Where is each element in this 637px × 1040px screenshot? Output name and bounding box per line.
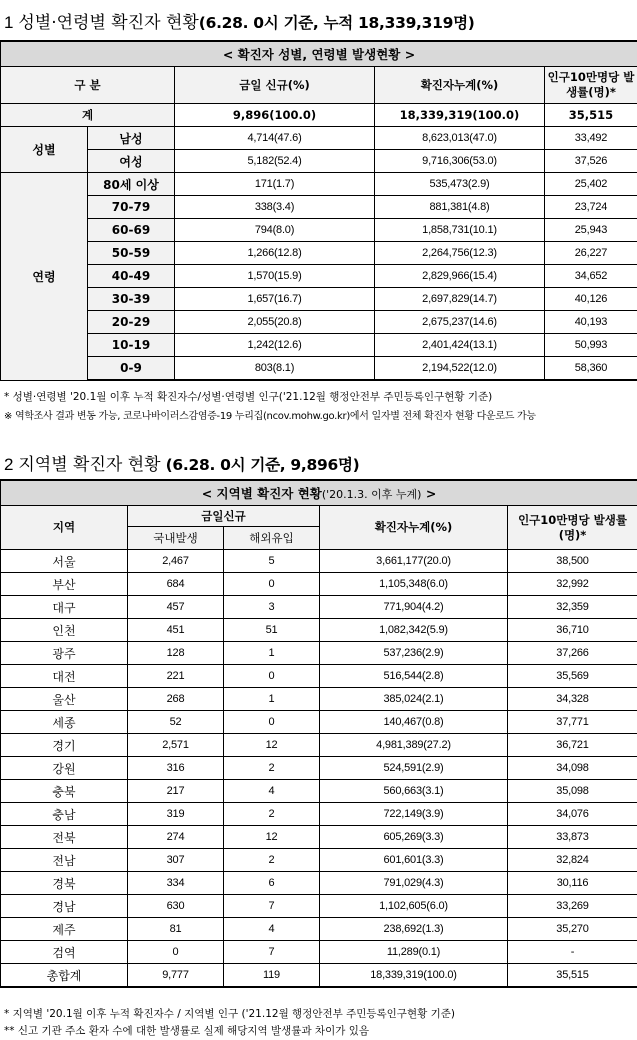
sex-group-label: 성별 bbox=[1, 127, 88, 173]
section2-heading bbox=[4, 450, 359, 475]
table-cell-cumulative: 535,473(2.9) bbox=[375, 173, 545, 196]
table-cell-overseas: 4 bbox=[224, 780, 320, 803]
table-cell-cumulative: 385,024(2.1) bbox=[320, 688, 508, 711]
table-cell-overseas: 0 bbox=[224, 711, 320, 734]
table-cell-rate: 26,227 bbox=[545, 242, 637, 265]
table-cell-rate: 32,824 bbox=[508, 849, 637, 872]
table2-header-today: 금일신규 bbox=[128, 506, 320, 527]
table-row-region: 광주 bbox=[1, 642, 128, 665]
age-group-label: 연령 bbox=[1, 173, 88, 381]
table-cell-overseas: 7 bbox=[224, 941, 320, 964]
table-cell-today: 4,714(47.6) bbox=[175, 127, 375, 150]
table-cell-today: 2,055(20.8) bbox=[175, 311, 375, 334]
table-cell-cumulative: 11,289(0.1) bbox=[320, 941, 508, 964]
table-cell-domestic: 128 bbox=[128, 642, 224, 665]
table-row-region: 검역 bbox=[1, 941, 128, 964]
table-cell-rate: 34,098 bbox=[508, 757, 637, 780]
section2-number: 2 bbox=[4, 455, 14, 474]
table-cell-cumulative: 2,264,756(12.3) bbox=[375, 242, 545, 265]
table2-header-rate: 인구10만명당 발생률(명)* bbox=[508, 506, 637, 550]
table-cell-rate: 33,873 bbox=[508, 826, 637, 849]
table2-caption bbox=[1, 480, 637, 506]
table-cell-overseas: 5 bbox=[224, 550, 320, 573]
table-cell-today: 5,182(52.4) bbox=[175, 150, 375, 173]
table-row-region: 충남 bbox=[1, 803, 128, 826]
table-row-label: 10-19 bbox=[88, 334, 175, 357]
table1-total-rate: 35,515 bbox=[545, 104, 637, 127]
table-cell-domestic: 221 bbox=[128, 665, 224, 688]
table2-header-domestic: 국내발생 bbox=[128, 527, 224, 550]
table-cell-today: 1,657(16.7) bbox=[175, 288, 375, 311]
table-row-region: 제주 bbox=[1, 918, 128, 941]
table-cell-domestic: 451 bbox=[128, 619, 224, 642]
table-row-label: 0-9 bbox=[88, 357, 175, 381]
section1-number: 1 bbox=[4, 13, 14, 32]
table-cell-domestic: 319 bbox=[128, 803, 224, 826]
table2-header-region: 지역 bbox=[1, 506, 128, 550]
table-row-region: 경남 bbox=[1, 895, 128, 918]
table-cell-cumulative: 537,236(2.9) bbox=[320, 642, 508, 665]
table-cell-overseas: 12 bbox=[224, 734, 320, 757]
table-cell-domestic: 630 bbox=[128, 895, 224, 918]
table-cell-rate: 35,515 bbox=[508, 964, 637, 988]
table1-caption: < 확진자 성별, 연령별 발생현황 > bbox=[1, 41, 637, 67]
table-row-label: 80세 이상 bbox=[88, 173, 175, 196]
table-cell-overseas: 6 bbox=[224, 872, 320, 895]
table-cell-rate: 36,710 bbox=[508, 619, 637, 642]
table-cell-domestic: 684 bbox=[128, 573, 224, 596]
table-cell-domestic: 274 bbox=[128, 826, 224, 849]
table2-caption-end: > bbox=[425, 486, 437, 501]
table-cell-overseas: 0 bbox=[224, 665, 320, 688]
table-cell-rate: 32,992 bbox=[508, 573, 637, 596]
table-row-label: 50-59 bbox=[88, 242, 175, 265]
table-cell-today: 803(8.1) bbox=[175, 357, 375, 381]
table-cell-overseas: 3 bbox=[224, 596, 320, 619]
table-cell-rate: 23,724 bbox=[545, 196, 637, 219]
table-cell-rate: 50,993 bbox=[545, 334, 637, 357]
table-cell-rate: 35,569 bbox=[508, 665, 637, 688]
table-cell-rate: 40,126 bbox=[545, 288, 637, 311]
table-cell-cumulative: 1,102,605(6.0) bbox=[320, 895, 508, 918]
table2-note-1: * 지역별 '20.1월 이후 누적 확진자수 / 지역별 인구 ('21.12월 행정안전부 주민등록인구현황 기준) bbox=[4, 1008, 455, 1020]
table-row-label: 40-49 bbox=[88, 265, 175, 288]
table-cell-today: 794(8.0) bbox=[175, 219, 375, 242]
table-cell-cumulative: 601,601(3.3) bbox=[320, 849, 508, 872]
table-cell-overseas: 119 bbox=[224, 964, 320, 988]
table-cell-cumulative: 560,663(3.1) bbox=[320, 780, 508, 803]
section2-detail: (6.28. 0시 기준, 9,896명) bbox=[165, 456, 360, 474]
table-row-region: 대구 bbox=[1, 596, 128, 619]
table-cell-rate: 32,359 bbox=[508, 596, 637, 619]
table-cell-cumulative: 722,149(3.9) bbox=[320, 803, 508, 826]
table-cell-rate: 58,360 bbox=[545, 357, 637, 381]
section1-title: 성별·연령별 확진자 현황 bbox=[18, 13, 199, 33]
table-cell-rate: 37,266 bbox=[508, 642, 637, 665]
table2-header-overseas: 해외유입 bbox=[224, 527, 320, 550]
table-cell-rate: 35,270 bbox=[508, 918, 637, 941]
table-cell-cumulative: 2,829,966(15.4) bbox=[375, 265, 545, 288]
table-cell-today: 338(3.4) bbox=[175, 196, 375, 219]
table-cell-cumulative: 2,194,522(12.0) bbox=[375, 357, 545, 381]
table-cell-cumulative: 8,623,013(47.0) bbox=[375, 127, 545, 150]
table-row-region: 울산 bbox=[1, 688, 128, 711]
table-cell-domestic: 9,777 bbox=[128, 964, 224, 988]
table-cell-overseas: 12 bbox=[224, 826, 320, 849]
table-cell-cumulative: 771,904(4.2) bbox=[320, 596, 508, 619]
table-cell-domestic: 307 bbox=[128, 849, 224, 872]
table-cell-rate: 25,402 bbox=[545, 173, 637, 196]
table-row-label: 70-79 bbox=[88, 196, 175, 219]
table-cell-domestic: 0 bbox=[128, 941, 224, 964]
table2-caption-sub: ('20.1.3. 이후 누계) bbox=[321, 488, 422, 501]
table-cell-today: 1,242(12.6) bbox=[175, 334, 375, 357]
table-cell-domestic: 217 bbox=[128, 780, 224, 803]
table-cell-cumulative: 1,858,731(10.1) bbox=[375, 219, 545, 242]
table-row-region-total: 총합계 bbox=[1, 964, 128, 988]
table-row-region: 세종 bbox=[1, 711, 128, 734]
table-cell-cumulative: 605,269(3.3) bbox=[320, 826, 508, 849]
table1-total-label: 계 bbox=[1, 104, 175, 127]
table-cell-rate: 34,076 bbox=[508, 803, 637, 826]
table-cell-overseas: 7 bbox=[224, 895, 320, 918]
table-cell-cumulative: 3,661,177(20.0) bbox=[320, 550, 508, 573]
table-cell-rate: 25,943 bbox=[545, 219, 637, 242]
table-cell-domestic: 52 bbox=[128, 711, 224, 734]
table-cell-cumulative: 140,467(0.8) bbox=[320, 711, 508, 734]
table-cell-rate: 35,098 bbox=[508, 780, 637, 803]
table-cell-cumulative: 238,692(1.3) bbox=[320, 918, 508, 941]
section1-detail: (6.28. 0시 기준, 누적 18,339,319명) bbox=[198, 14, 475, 32]
table-cell-cumulative: 2,401,424(13.1) bbox=[375, 334, 545, 357]
table-cell-rate: 34,328 bbox=[508, 688, 637, 711]
table-cell-cumulative: 791,029(4.3) bbox=[320, 872, 508, 895]
table-row-region: 인천 bbox=[1, 619, 128, 642]
table-cell-rate: - bbox=[508, 941, 637, 964]
table-cell-rate: 37,526 bbox=[545, 150, 637, 173]
table-cell-overseas: 1 bbox=[224, 688, 320, 711]
table-cell-rate: 40,193 bbox=[545, 311, 637, 334]
table-cell-overseas: 2 bbox=[224, 757, 320, 780]
table-cell-domestic: 268 bbox=[128, 688, 224, 711]
table-row-region: 전북 bbox=[1, 826, 128, 849]
table2-header-cumulative: 확진자누계(%) bbox=[320, 506, 508, 550]
table-cell-today: 1,570(15.9) bbox=[175, 265, 375, 288]
table-cell-rate: 37,771 bbox=[508, 711, 637, 734]
table1-header-today: 금일 신규(%) bbox=[175, 67, 375, 104]
table-cell-cumulative: 516,544(2.8) bbox=[320, 665, 508, 688]
table-cell-rate: 36,721 bbox=[508, 734, 637, 757]
table-cell-domestic: 2,467 bbox=[128, 550, 224, 573]
table1-header-rate: 인구10만명당 발생률(명)* bbox=[545, 67, 637, 104]
table-row-label: 20-29 bbox=[88, 311, 175, 334]
section2-title: 지역별 확진자 현황 bbox=[18, 455, 161, 475]
table1-header-cumulative: 확진자누계(%) bbox=[375, 67, 545, 104]
table-cell-cumulative: 881,381(4.8) bbox=[375, 196, 545, 219]
table-cell-rate: 34,652 bbox=[545, 265, 637, 288]
table-cell-overseas: 4 bbox=[224, 918, 320, 941]
region-table bbox=[0, 479, 637, 988]
table-row-region: 경기 bbox=[1, 734, 128, 757]
table-cell-overseas: 0 bbox=[224, 573, 320, 596]
table1-note-1: * 성별·연령별 '20.1월 이후 누적 확진자수/성별·연령별 인구('21.12월 행정안전부 주민등록인구현황 기준) bbox=[4, 391, 493, 403]
table-row-region: 강원 bbox=[1, 757, 128, 780]
table-cell-cumulative: 524,591(2.9) bbox=[320, 757, 508, 780]
table1-header-category: 구 분 bbox=[1, 67, 175, 104]
table-row-label: 60-69 bbox=[88, 219, 175, 242]
table-cell-cumulative: 1,105,348(6.0) bbox=[320, 573, 508, 596]
table-cell-cumulative: 2,675,237(14.6) bbox=[375, 311, 545, 334]
table-row-region: 충북 bbox=[1, 780, 128, 803]
table2-caption-title: < 지역별 확진자 현황 bbox=[201, 486, 322, 501]
table-cell-domestic: 81 bbox=[128, 918, 224, 941]
table-row-region: 부산 bbox=[1, 573, 128, 596]
table-cell-rate: 33,492 bbox=[545, 127, 637, 150]
table-cell-overseas: 2 bbox=[224, 803, 320, 826]
table-row-region: 서울 bbox=[1, 550, 128, 573]
table-cell-cumulative: 18,339,319(100.0) bbox=[320, 964, 508, 988]
table2-note-2: ** 신고 기관 주소 환자 수에 대한 발생률로 실제 해당지역 발생률과 차이가 있음 bbox=[4, 1025, 369, 1037]
table-cell-cumulative: 9,716,306(53.0) bbox=[375, 150, 545, 173]
table-cell-today: 1,266(12.8) bbox=[175, 242, 375, 265]
table-cell-domestic: 316 bbox=[128, 757, 224, 780]
table-cell-domestic: 457 bbox=[128, 596, 224, 619]
table-cell-domestic: 334 bbox=[128, 872, 224, 895]
table1-note-2: ※ 역학조사 결과 변동 가능, 코로나바이러스감염증-19 누리집(ncov.mohw.go.kr)에서 일자별 전체 확진자 현황 다운로드 가능 bbox=[4, 411, 536, 422]
table-row-label: 남성 bbox=[88, 127, 175, 150]
section1-heading bbox=[4, 8, 475, 33]
table-cell-overseas: 1 bbox=[224, 642, 320, 665]
table-cell-cumulative: 2,697,829(14.7) bbox=[375, 288, 545, 311]
table-cell-overseas: 2 bbox=[224, 849, 320, 872]
table-cell-domestic: 2,571 bbox=[128, 734, 224, 757]
table-cell-rate: 30,116 bbox=[508, 872, 637, 895]
table-row-label: 30-39 bbox=[88, 288, 175, 311]
table-row-region: 대전 bbox=[1, 665, 128, 688]
table-cell-rate: 38,500 bbox=[508, 550, 637, 573]
sex-age-table bbox=[0, 40, 637, 381]
table-row-region: 경북 bbox=[1, 872, 128, 895]
table-cell-today: 171(1.7) bbox=[175, 173, 375, 196]
table-row-label: 여성 bbox=[88, 150, 175, 173]
table1-total-today: 9,896(100.0) bbox=[175, 104, 375, 127]
table1-total-cumulative: 18,339,319(100.0) bbox=[375, 104, 545, 127]
table-cell-cumulative: 1,082,342(5.9) bbox=[320, 619, 508, 642]
table-cell-rate: 33,269 bbox=[508, 895, 637, 918]
table-cell-overseas: 51 bbox=[224, 619, 320, 642]
table-cell-cumulative: 4,981,389(27.2) bbox=[320, 734, 508, 757]
table-row-region: 전남 bbox=[1, 849, 128, 872]
